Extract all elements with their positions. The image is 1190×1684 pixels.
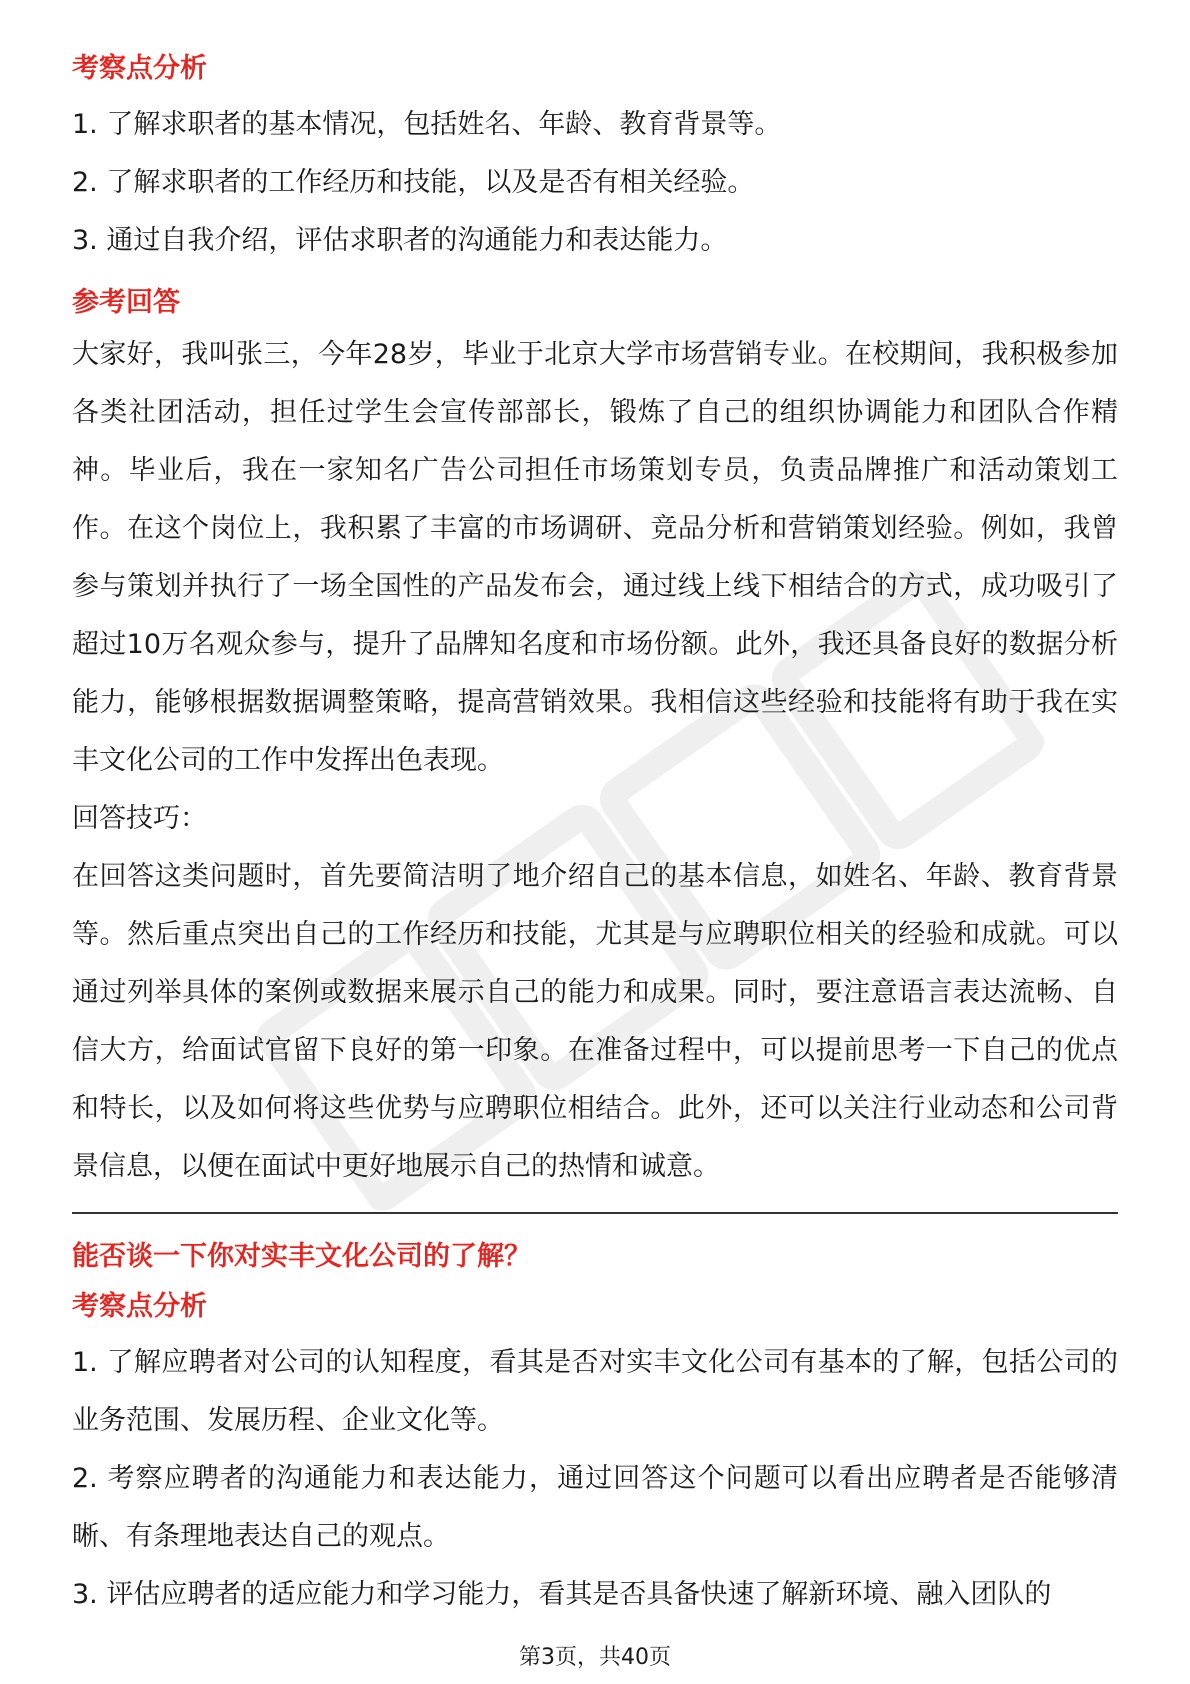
section-divider	[72, 1212, 1118, 1214]
analysis-item: 3. 评估应聘者的适应能力和学习能力，看其是否具备快速了解新环境、融入团队的	[72, 1579, 1052, 1610]
answer-heading: 参考回答	[72, 287, 180, 318]
analysis-heading: 考察点分析	[72, 1291, 207, 1322]
answer-paragraph: 大家好，我叫张三，今年28岁，毕业于北京大学市场营销专业。在校期间，我积极参加各类社团活动，担任过学生会宣传部部长，锻炼了自己的组织协调能力和团队合作精神。毕业后，我在一家知名广告公司担任市场策划专员，负责品牌推广和活动策划工作。在这个岗位上，我积累了丰富的市场调研、竞品分析和营销策划经验。例如，我曾参与策划并执行了一场全国性的产品发布会，通过线上线下相结合的方式，成功吸引了超过10万名观众参与，提升了品牌知名度和市场份额。此外，我还具备良好的数据分析能力，能够根据数据调整策略，提高营销效果。我相信这些经验和技能将有助于我在实丰文化公司的工作中发挥出色表现。	[72, 339, 1118, 776]
analysis-item: 3. 通过自我介绍，评估求职者的沟通能力和表达能力。	[72, 225, 728, 256]
question-heading: 能否谈一下你对实丰文化公司的了解？	[72, 1241, 531, 1272]
analysis-item: 1. 了解应聘者对公司的认知程度，看其是否对实丰文化公司有基本的了解，包括公司的业务范围、发展历程、企业文化等。	[72, 1347, 1118, 1436]
analysis-item: 1. 了解求职者的基本情况，包括姓名、年龄、教育背景等。	[72, 109, 782, 140]
analysis-item: 2. 了解求职者的工作经历和技能，以及是否有相关经验。	[72, 167, 755, 198]
analysis-item: 2. 考察应聘者的沟通能力和表达能力，通过回答这个问题可以看出应聘者是否能够清晰、有条理地表达自己的观点。	[72, 1463, 1118, 1552]
analysis-heading: 考察点分析	[72, 53, 207, 84]
document-body	[72, 48, 1118, 1624]
page-number: 第3页，共40页	[519, 1645, 671, 1670]
tips-paragraph: 在回答这类问题时，首先要简洁明了地介绍自己的基本信息，如姓名、年龄、教育背景等。然后重点突出自己的工作经历和技能，尤其是与应聘职位相关的经验和成就。可以通过列举具体的案例或数据来展示自己的能力和成果。同时，要注意语言表达流畅、自信大方，给面试官留下良好的第一印象。在准备过程中，可以提前思考一下自己的优点和特长，以及如何将这些优势与应聘职位相结合。此外，还可以关注行业动态和公司背景信息，以便在面试中更好地展示自己的热情和诚意。	[72, 861, 1118, 1182]
tips-label: 回答技巧：	[72, 803, 207, 834]
